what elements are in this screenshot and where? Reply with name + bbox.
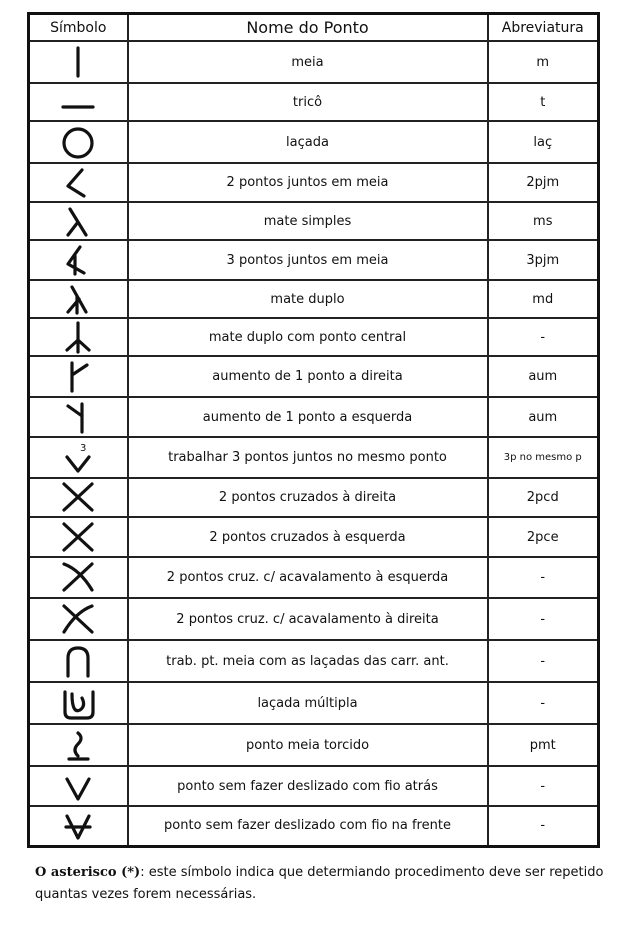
stitch-name: 2 pontos cruzados à esquerda: [128, 517, 488, 557]
symbol-cell: [29, 41, 128, 83]
stitch-row: [29, 724, 599, 766]
stitch-name: laçada: [128, 121, 488, 163]
right-increase-icon: [58, 359, 98, 394]
stitch-abbreviation: 2pcd: [488, 478, 599, 517]
symbol-cell: [29, 517, 128, 557]
stitch-abbreviation: -: [488, 682, 599, 724]
stitch-row: [29, 202, 599, 240]
stitch-name: aumento de 1 ponto a direita: [128, 356, 488, 397]
symbol-cell: [29, 766, 128, 806]
symbol-cell: [29, 397, 128, 437]
multiple-yarnover-icon: [58, 686, 98, 721]
stitch-row: [29, 163, 599, 202]
stitch-row: [29, 478, 599, 517]
cross-right-icon: [58, 480, 98, 515]
symbol-cell: [29, 280, 128, 318]
stitch-abbreviation: -: [488, 806, 599, 846]
horizontal-bar-icon: [58, 85, 98, 120]
stitch-name: 2 pontos cruz. c/ acavalamento à direita: [128, 598, 488, 640]
three-in-one-icon: [58, 440, 98, 475]
stitch-name: 2 pontos juntos em meia: [128, 163, 488, 202]
stitch-row: [29, 318, 599, 356]
symbol-cell: [29, 83, 128, 121]
stitch-name: 2 pontos cruz. c/ acavalamento à esquerda: [128, 557, 488, 598]
stitch-abbreviation: ms: [488, 202, 599, 240]
header-symbol: Símbolo: [29, 14, 128, 42]
twisted-knit-icon: [58, 728, 98, 763]
stitch-row: [29, 682, 599, 724]
k3tog-icon: [58, 243, 98, 278]
stitch-name: ponto sem fazer deslizado com fio na frente: [128, 806, 488, 846]
stitch-row: [29, 356, 599, 397]
stitch-abbreviation: -: [488, 640, 599, 682]
stitch-abbreviation: m: [488, 41, 599, 83]
stitch-abbreviation: -: [488, 766, 599, 806]
symbol-cell: [29, 598, 128, 640]
stitch-abbreviation: aum: [488, 356, 599, 397]
stitch-abbreviation: t: [488, 83, 599, 121]
stitch-name: trab. pt. meia com as laçadas das carr. ant.: [128, 640, 488, 682]
stitch-abbreviation: aum: [488, 397, 599, 437]
stitch-row: [29, 41, 599, 83]
circle-icon: [58, 125, 98, 160]
symbol-cell: [29, 121, 128, 163]
stitch-name: 2 pontos cruzados à direita: [128, 478, 488, 517]
stitch-abbreviation: 2pjm: [488, 163, 599, 202]
symbol-cell: [29, 557, 128, 598]
stitch-row: [29, 598, 599, 640]
stitch-name: laçada múltipla: [128, 682, 488, 724]
k2tog-icon: [58, 165, 98, 200]
symbol-cell: [29, 202, 128, 240]
stitch-abbreviation: -: [488, 598, 599, 640]
header-abbr: Abreviatura: [488, 14, 599, 42]
ssk-icon: [58, 204, 98, 239]
double-decrease-icon: [58, 282, 98, 317]
stitch-row: [29, 397, 599, 437]
stitch-name: mate simples: [128, 202, 488, 240]
stitch-row: [29, 280, 599, 318]
symbol-cell: [29, 356, 128, 397]
stitch-name: ponto meia torcido: [128, 724, 488, 766]
symbol-cell: [29, 724, 128, 766]
header-row: [29, 14, 599, 42]
stitch-row: [29, 437, 599, 478]
stitch-abbreviation: pmt: [488, 724, 599, 766]
stitch-abbreviation: md: [488, 280, 599, 318]
stitch-abbreviation: -: [488, 318, 599, 356]
stitch-row: [29, 806, 599, 846]
symbol-cell: [29, 240, 128, 280]
stitch-name: meia: [128, 41, 488, 83]
stitch-abbreviation: 3pjm: [488, 240, 599, 280]
cross-overlap-right-icon: [58, 602, 98, 637]
symbol-cell: [29, 318, 128, 356]
stitch-abbreviation: laç: [488, 121, 599, 163]
stitch-row: [29, 766, 599, 806]
stitch-table: [27, 12, 600, 848]
stitch-name: mate duplo: [128, 280, 488, 318]
stitch-abbreviation: 3p no mesmo p: [488, 437, 599, 478]
stitch-row: [29, 517, 599, 557]
footnote-strong: O asterisco (*): [35, 865, 141, 880]
symbol-cell: [29, 478, 128, 517]
stitch-abbreviation: -: [488, 557, 599, 598]
stitch-name: mate duplo com ponto central: [128, 318, 488, 356]
stitch-row: [29, 121, 599, 163]
symbol-cell: [29, 437, 128, 478]
header-name: Nome do Ponto: [128, 14, 488, 42]
stitch-name: 3 pontos juntos em meia: [128, 240, 488, 280]
stitch-name: tricô: [128, 83, 488, 121]
stitch-name: ponto sem fazer deslizado com fio atrás: [128, 766, 488, 806]
stitch-row: [29, 640, 599, 682]
symbol-cell: [29, 163, 128, 202]
symbol-cell: [29, 640, 128, 682]
slip-back-icon: [58, 769, 98, 804]
arch-icon: [58, 644, 98, 679]
stitch-name: trabalhar 3 pontos juntos no mesmo ponto: [128, 437, 488, 478]
stitch-row: [29, 557, 599, 598]
stitch-name: aumento de 1 ponto a esquerda: [128, 397, 488, 437]
slip-front-icon: [58, 808, 98, 843]
central-double-decrease-icon: [58, 320, 98, 355]
symbol-label: 3: [80, 443, 87, 454]
symbol-cell: [29, 806, 128, 846]
stitch-row: [29, 83, 599, 121]
symbol-cell: [29, 682, 128, 724]
left-increase-icon: [58, 400, 98, 435]
stitch-abbreviation: 2pce: [488, 517, 599, 557]
cross-left-icon: [58, 520, 98, 555]
vertical-bar-icon: [58, 45, 98, 80]
footnote: [35, 862, 615, 906]
cross-overlap-left-icon: [58, 560, 98, 595]
stitch-row: [29, 240, 599, 280]
footnote-text: : este símbolo indica que determiando procedimento deve ser repetido quantas vezes forem necessárias.: [35, 865, 604, 902]
stitch-legend: [27, 12, 597, 848]
